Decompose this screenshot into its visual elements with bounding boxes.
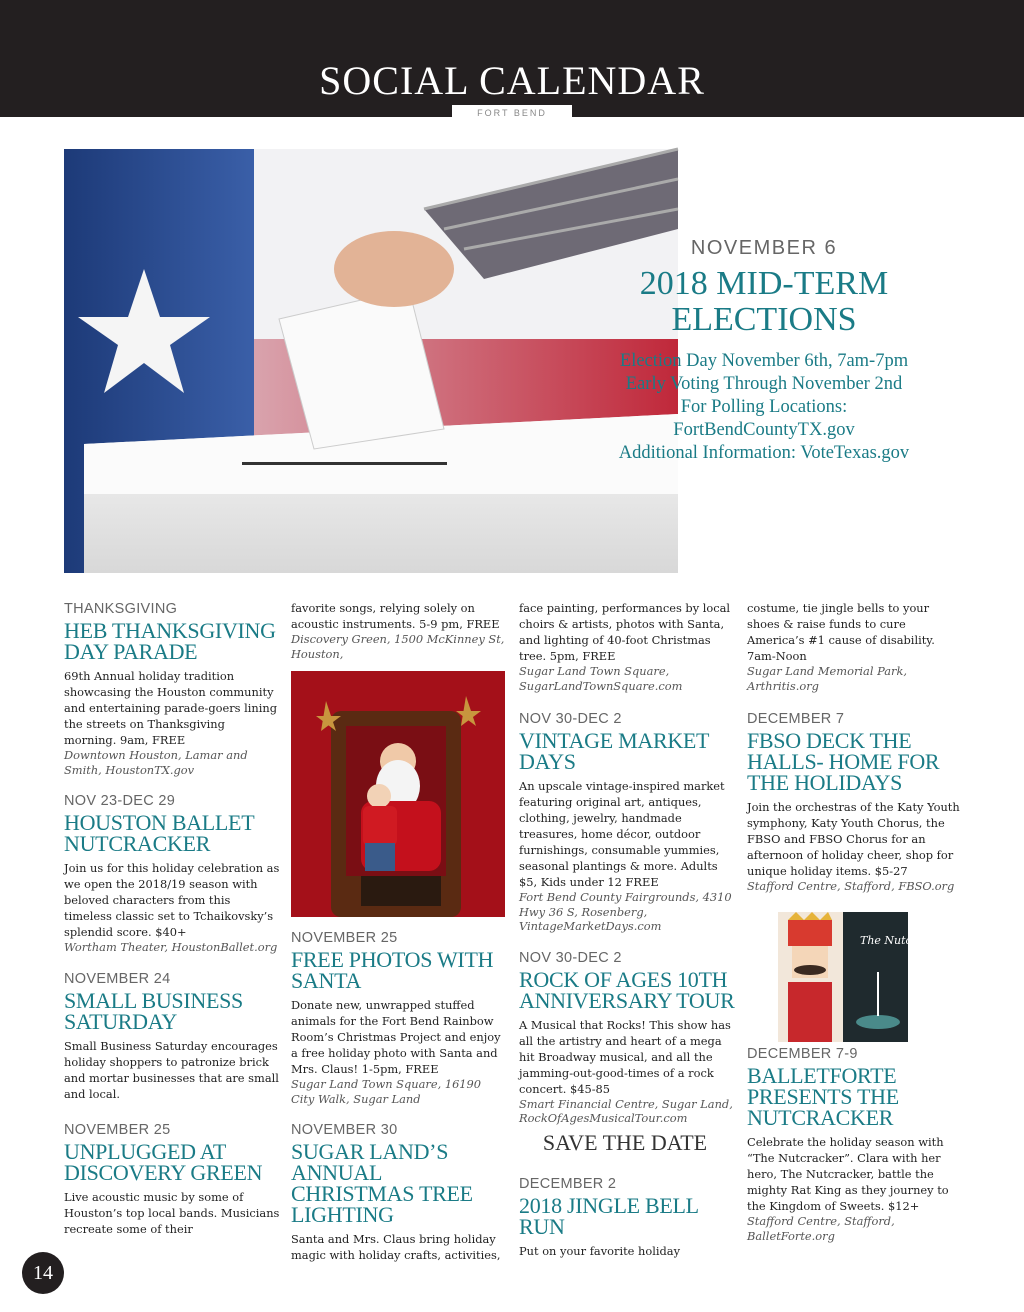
feature-line: Additional Information: VoteTexas.gov [618,443,910,463]
save-the-date-heading: SAVE THE DATE [542,1130,708,1155]
event-location: Sugar Land Town Square, 16190 City Walk, Sugar Land [291,1077,482,1106]
event-title: UNPLUGGED AT DISCOVERY GREEN [64,1138,263,1185]
event-date: NOVEMBER 30 [291,1122,398,1138]
event-location: Stafford Centre, Stafford, BalletForte.org [747,1214,895,1243]
event-title: SMALL BUSINESS SATURDAY [64,987,243,1034]
event-date: NOVEMBER 25 [291,930,398,946]
event-description: 69th Annual holiday tradition showcasing the Houston community and entertaining parade-goers lining the streets on Thanksgiving morning. 9am, FREE [64,669,278,747]
event-title: FBSO DECK THE HALLS- HOME FOR THE HOLIDAYS [747,728,940,795]
event-small-business [64,971,280,1102]
event-description: A Musical that Rocks! This show has all the artistry and heart of a mega hit Broadway musical, and all the jamming-out-good-times of a rock concert. $45-85 [519,1017,731,1096]
event-jingle-bell-run-cont [747,600,963,693]
event-location: Downtown Houston, Lamar and Smith, HoustonTX.gov [64,748,248,777]
event-date: NOVEMBER 25 [64,1121,171,1138]
event-jingle-bell-run [519,1176,735,1259]
event-location: Fort Bend County Fairgrounds, 4310 Hwy 36 S, Rosenberg, VintageMarketDays.com [519,890,732,933]
page-number: 14 [22,1252,64,1294]
event-title: HEB THANKSGIVING DAY PARADE [64,618,276,664]
event-date: NOVEMBER 24 [64,970,171,987]
event-rock-of-ages [519,950,735,1126]
event-houston-ballet [64,793,280,955]
event-title: VINTAGE MARKET DAYS [519,728,709,774]
event-date: THANKSGIVING [64,601,178,617]
event-location: Sugar Land Town Square, SugarLandTownSquare.com [519,664,683,693]
event-description-cont: favorite songs, relying solely on acoustic instruments. 5-9 pm, FREE [291,601,500,631]
column-2-top [291,600,507,661]
event-description: An upscale vintage-inspired market featuring original art, antiques, clothing, jewelry, handmade treasures, home décor, outdoor furnishings, consumable yummies, seasonal plantings & more. Adults $5, Kids under 12 FREE [519,779,725,889]
event-balletforte-nutcracker [747,1046,963,1243]
event-fbso-deck-halls [747,711,963,894]
event-location: Discovery Green, 1500 McKinney St, Houston, [291,632,505,661]
feature-details [594,350,934,465]
feature-line: FortBendCountyTX.gov [673,420,855,440]
nutcracker-image [778,912,949,1042]
event-date: DECEMBER 7 [747,711,845,727]
feature-title-line1: 2018 MID-TERM [639,265,889,302]
feature-title-line2: ELECTIONS [671,301,857,338]
event-title: SUGAR LAND’S ANNUAL CHRISTMAS TREE LIGHTING [291,1139,473,1227]
event-title: BALLETFORTE PRESENTS THE NUTCRACKER [747,1063,899,1130]
feature-event [594,236,934,465]
event-date: NOV 23-DEC 29 [64,793,176,809]
feature-date: NOVEMBER 6 [690,237,838,259]
event-date: NOV 30-DEC 2 [519,711,622,727]
event-description: Put on your favorite holiday [519,1244,681,1258]
event-description-cont: costume, tie jingle bells to your shoes & raise funds to cure America’s #1 cause of disability. 7am-Noon [747,601,935,663]
event-title: FREE PHOTOS WITH SANTA [291,947,494,993]
column-1 [64,601,280,1253]
feature-line: Early Voting Through November 2nd [625,374,903,394]
nutcracker-art-text: The Nutcracker [860,934,949,947]
hero-voting-image [64,149,678,573]
event-description: Join the orchestras of the Katy Youth symphony, Katy Youth Chorus, the FBSO and FBSO Chorus for an afternoon of holiday cheer, shop for unique holiday items. $5-27 [747,800,960,878]
event-date: NOV 30-DEC 2 [519,949,622,966]
column-3-bottom [519,1176,735,1275]
event-unplugged [64,1122,280,1237]
masthead-tag: FORT BEND [452,105,572,121]
feature-line: For Polling Locations: [680,397,848,417]
column-4-bottom [747,1046,963,1259]
event-description: Join us for this holiday celebration as we open the 2018/19 season with beloved characters from this timeless classic set to Tchaikovsky’s splendid score. $40+ [64,861,280,939]
event-description: Santa and Mrs. Claus bring holiday magic with holiday crafts, activities, [291,1232,501,1262]
event-description: Live acoustic music by some of Houston’s top local bands. Musicians recreate some of their [64,1189,280,1236]
event-heb-parade [64,601,280,777]
column-4 [747,600,963,910]
event-tree-lighting [291,1122,507,1263]
event-tree-lighting-cont [519,600,735,693]
event-date: DECEMBER 2 [519,1176,617,1192]
event-location: Stafford Centre, Stafford, FBSO.org [747,879,955,893]
column-2 [291,930,507,1279]
event-description: Donate new, unwrapped stuffed animals for the Fort Bend Rainbow Room’s Christmas Project and enjoy a free holiday photo with Santa and Mrs. Claus! 1-5pm, FREE [291,998,501,1076]
feature-line: Election Day November 6th, 7am-7pm [619,351,909,371]
event-location: Smart Financial Centre, Sugar Land, RockOfAgesMusicalTour.com [519,1096,733,1125]
column-3 [519,600,735,1142]
event-description-cont: face painting, performances by local choirs & artists, photos with Santa, and lighting of 40-foot Christmas tree. 5pm, FREE [519,601,731,663]
event-description: Small Business Saturday encourages holiday shoppers to patronize brick and mortar businesses that are small and local. [64,1038,279,1101]
event-title: ROCK OF AGES 10TH ANNIVERSARY TOUR [519,966,735,1013]
event-location: Wortham Theater, HoustonBallet.org [64,940,278,954]
event-vintage-market [519,711,735,934]
event-title: 2018 JINGLE BELL RUN [519,1193,698,1239]
event-description: Celebrate the holiday season with “The Nutcracker”. Clara with her hero, The Nutcracker, battle the mighty Rat King as they journey to the Kingdom of Sweets. $12+ [747,1135,949,1213]
event-title: HOUSTON BALLET NUTCRACKER [64,810,254,856]
santa-photo [291,671,505,917]
event-date: DECEMBER 7-9 [747,1046,858,1062]
event-location: Sugar Land Memorial Park, Arthritis.org [747,664,908,693]
event-santa-photos [291,930,507,1106]
feature-title [594,266,934,338]
page-title: SOCIAL CALENDAR [319,58,705,103]
